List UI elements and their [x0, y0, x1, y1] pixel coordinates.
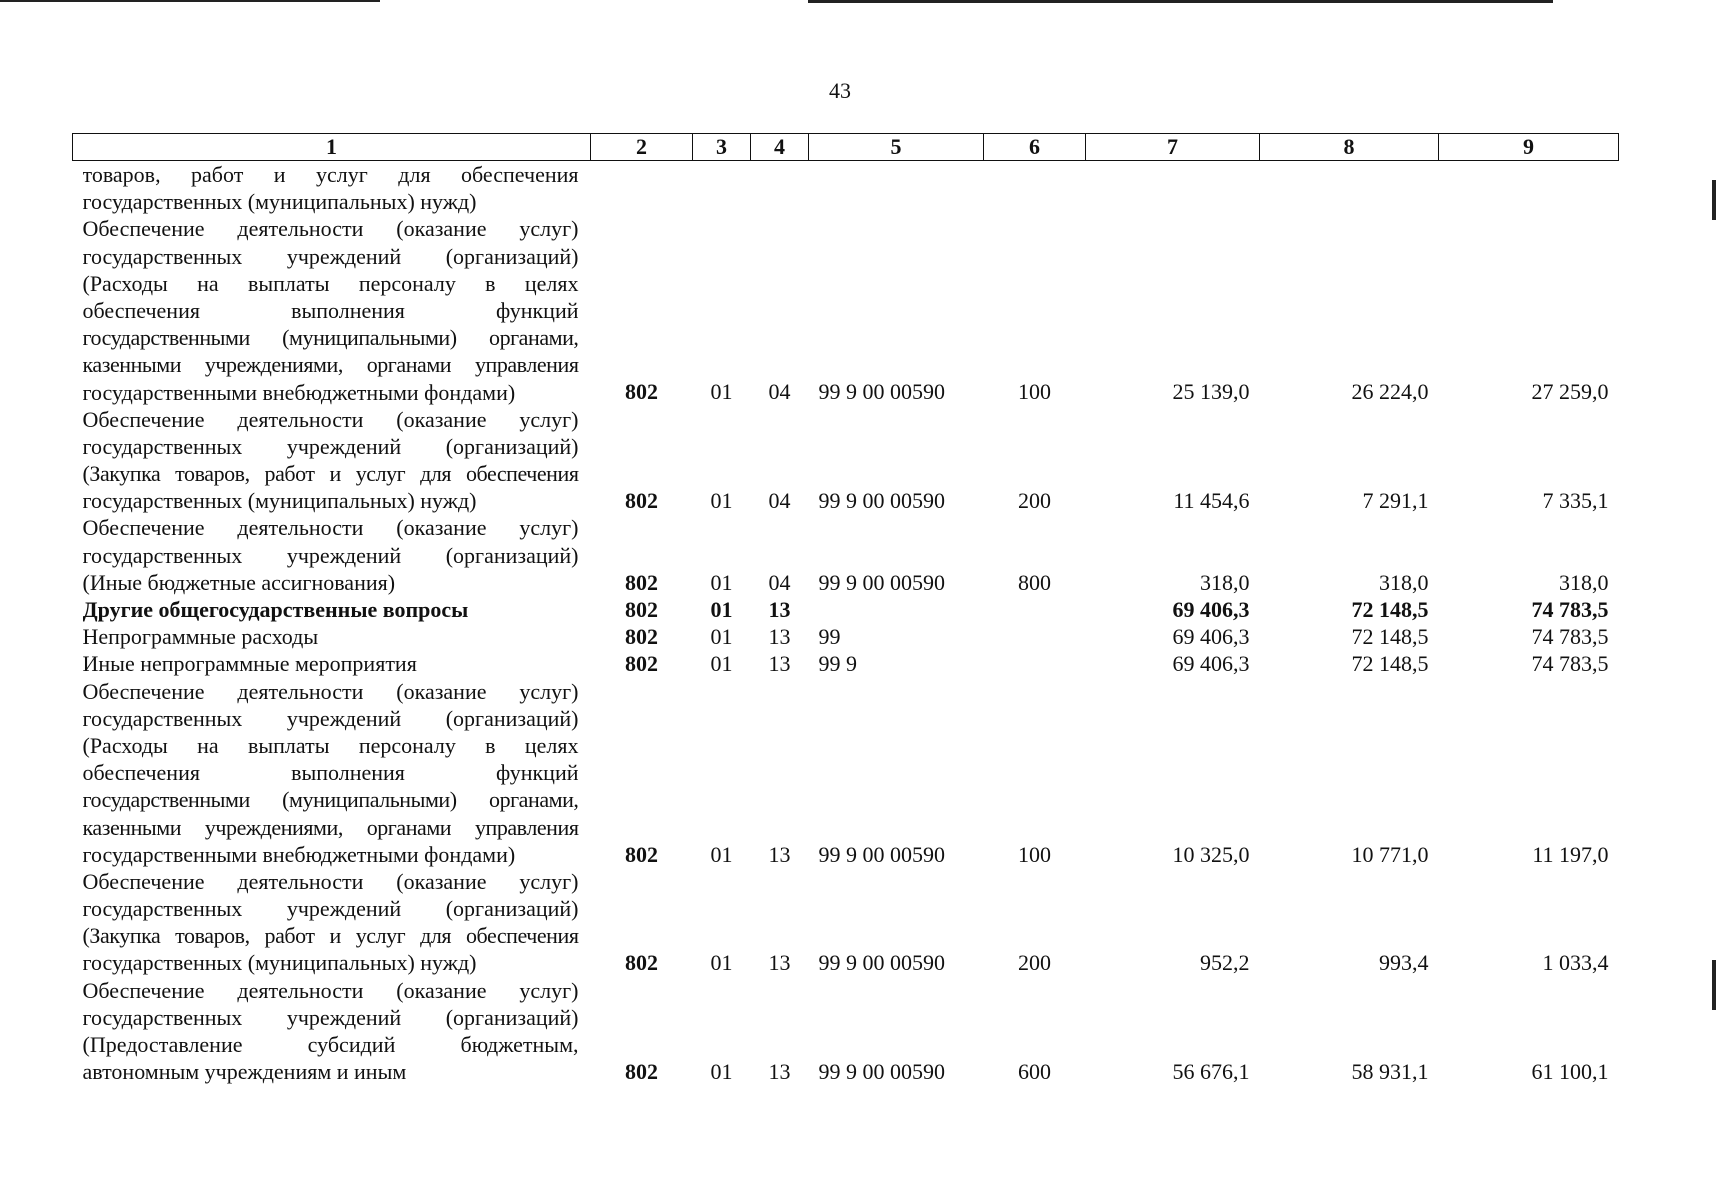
- subsection-code: 04: [768, 569, 791, 595]
- amount-column-8: 72 148,5: [1351, 597, 1429, 622]
- description-line: государственными внебюджетными фондами): [82, 841, 516, 867]
- description-line: Обеспечение деятельности (оказание услуг): [82, 678, 579, 704]
- description-line: (Предоставление субсидий бюджетным,: [82, 1032, 579, 1058]
- amount-column-7: 11 454,6: [1173, 488, 1250, 514]
- subsection-code: 13: [768, 950, 791, 976]
- table-row: [73, 623, 1619, 650]
- amount-column-9: 7 335,1: [1542, 488, 1609, 514]
- table-row: [73, 977, 1619, 1086]
- amount-column-7: 952,2: [1200, 950, 1250, 976]
- section-code: 01: [710, 950, 733, 976]
- section-code: [693, 161, 751, 216]
- description-line: государственных (муниципальных) нужд): [82, 488, 477, 514]
- table-header: [73, 134, 1619, 161]
- amount-column-9: 11 197,0: [1532, 841, 1609, 867]
- section-code: 01: [710, 379, 733, 405]
- amount-column-9: 74 783,5: [1531, 597, 1609, 622]
- amount-column-9: 74 783,5: [1531, 651, 1609, 677]
- row-description: [73, 596, 591, 623]
- department-code: 802: [625, 950, 658, 976]
- amount-column-7: [1086, 161, 1260, 216]
- amount-column-7: 69 406,3: [1172, 624, 1250, 650]
- subsection-code: 13: [768, 624, 791, 650]
- column-header-5: 5: [809, 134, 984, 161]
- department-code: 802: [625, 841, 658, 867]
- table-row: [73, 514, 1619, 596]
- amount-column-7: 69 406,3: [1172, 651, 1250, 677]
- amount-column-8: 58 931,1: [1351, 1059, 1429, 1085]
- section-code: 01: [710, 1059, 733, 1085]
- target-article-code: 99 9 00 00590: [818, 950, 945, 976]
- description-line: государственных учреждений (организаций): [82, 1004, 579, 1030]
- table-row: [73, 650, 1619, 677]
- description-line: автономным учреждениям и иным: [82, 1059, 407, 1085]
- description-line: Непрограммные расходы: [82, 624, 319, 650]
- description-line: государственных (муниципальных) нужд): [82, 950, 477, 976]
- amount-column-7: 69 406,3: [1172, 597, 1250, 622]
- header-row: [73, 134, 1619, 161]
- column-header-7: 7: [1086, 134, 1260, 161]
- column-header-1: 1: [73, 134, 591, 161]
- expense-type-code: 200: [1018, 950, 1051, 976]
- description-line: (Иные бюджетные ассигнования): [82, 569, 396, 595]
- department-code: [591, 161, 693, 216]
- row-description: [73, 868, 591, 977]
- column-header-6: 6: [984, 134, 1086, 161]
- table-row: [73, 596, 1619, 623]
- expense-type-code: 600: [1018, 1059, 1051, 1085]
- table-row: [73, 215, 1619, 405]
- table-row: [73, 868, 1619, 977]
- description-line: государственных учреждений (организаций): [82, 896, 579, 922]
- row-description: [73, 161, 591, 216]
- target-article-code: [809, 161, 984, 216]
- department-code: 802: [625, 651, 658, 677]
- description-line: (Расходы на выплаты персоналу в целях: [82, 732, 579, 758]
- amount-column-8: 993,4: [1379, 950, 1429, 976]
- description-line: государственными (муниципальными) органами,: [82, 787, 579, 813]
- subsection-code: 04: [768, 488, 791, 514]
- amount-column-8: 72 148,5: [1351, 624, 1429, 650]
- subsection-code: [751, 161, 809, 216]
- row-description: [73, 406, 591, 515]
- column-header-8: 8: [1260, 134, 1439, 161]
- amount-column-9: 27 259,0: [1531, 379, 1609, 405]
- row-description: [73, 678, 591, 868]
- subsection-code: 13: [768, 651, 791, 677]
- section-code: 01: [710, 597, 733, 622]
- description-line: государственных (муниципальных) нужд): [82, 189, 477, 215]
- column-header-2: 2: [591, 134, 693, 161]
- description-line: казенными учреждениями, органами управления: [82, 352, 579, 378]
- department-code: 802: [625, 624, 658, 650]
- description-line: Обеспечение деятельности (оказание услуг): [82, 868, 579, 894]
- expense-type-code: 100: [1018, 841, 1051, 867]
- section-code: 01: [710, 841, 733, 867]
- description-line: (Закупка товаров, работ и услуг для обеспечения: [82, 923, 579, 949]
- amount-column-8: 318,0: [1379, 569, 1429, 595]
- amount-column-8: 10 771,0: [1351, 841, 1429, 867]
- department-code: 802: [625, 488, 658, 514]
- amount-column-8: [1260, 161, 1439, 216]
- amount-column-8: 7 291,1: [1362, 488, 1429, 514]
- row-description: [73, 977, 591, 1086]
- description-line: Обеспечение деятельности (оказание услуг): [82, 216, 579, 242]
- table-body: [73, 161, 1619, 1086]
- description-line: государственных учреждений (организаций): [82, 243, 579, 269]
- expense-type-code: [984, 650, 1086, 677]
- amount-column-9: [1439, 161, 1619, 216]
- section-code: 01: [710, 488, 733, 514]
- amount-column-7: 56 676,1: [1172, 1059, 1250, 1085]
- expense-type-code: [984, 596, 1086, 623]
- target-article-code: 99 9 00 00590: [818, 1059, 945, 1085]
- description-line: Другие общегосударственные вопросы: [82, 597, 469, 623]
- subsection-code: 13: [768, 1059, 791, 1085]
- scan-edge-mark: [1712, 180, 1716, 220]
- amount-column-9: 318,0: [1559, 569, 1609, 595]
- table-row: [73, 161, 1619, 216]
- column-header-9: 9: [1439, 134, 1619, 161]
- table-row: [73, 678, 1619, 868]
- amount-column-9: 1 033,4: [1542, 950, 1609, 976]
- department-code: 802: [625, 569, 658, 595]
- scan-edge-line-left: [0, 0, 380, 2]
- row-description: [73, 650, 591, 677]
- column-header-3: 3: [693, 134, 751, 161]
- expense-type-code: 100: [1018, 379, 1051, 405]
- section-code: 01: [710, 624, 733, 650]
- column-header-4: 4: [751, 134, 809, 161]
- row-description: [73, 623, 591, 650]
- description-line: (Закупка товаров, работ и услуг для обеспечения: [82, 461, 579, 487]
- amount-column-7: 25 139,0: [1172, 379, 1250, 405]
- amount-column-8: 26 224,0: [1351, 379, 1429, 405]
- row-description: [73, 215, 591, 405]
- target-article-code: 99 9 00 00590: [818, 488, 945, 514]
- description-line: Обеспечение деятельности (оказание услуг): [82, 515, 579, 541]
- description-line: государственными внебюджетными фондами): [82, 379, 516, 405]
- page-number: 43: [829, 78, 851, 103]
- amount-column-9: 61 100,1: [1531, 1059, 1609, 1085]
- description-line: (Расходы на выплаты персоналу в целях: [82, 270, 579, 296]
- department-code: 802: [625, 597, 658, 622]
- description-line: Обеспечение деятельности (оказание услуг): [82, 406, 579, 432]
- expense-type-code: 200: [1018, 488, 1051, 514]
- target-article-code: 99 9 00 00590: [818, 379, 945, 405]
- subsection-code: 13: [768, 597, 791, 622]
- amount-column-7: 10 325,0: [1172, 841, 1250, 867]
- budget-table: [72, 133, 1619, 1085]
- description-line: казенными учреждениями, органами управления: [82, 814, 579, 840]
- description-line: государственных учреждений (организаций): [82, 433, 579, 459]
- target-article-code: 99 9 00 00590: [818, 841, 945, 867]
- description-line: государственных учреждений (организаций): [82, 542, 579, 568]
- subsection-code: 04: [768, 379, 791, 405]
- target-article-code: 99 9 00 00590: [818, 569, 945, 595]
- row-description: [73, 514, 591, 596]
- target-article-code: [809, 596, 984, 623]
- expense-type-code: [984, 161, 1086, 216]
- amount-column-8: 72 148,5: [1351, 651, 1429, 677]
- description-line: государственных учреждений (организаций): [82, 705, 579, 731]
- expense-type-code: [984, 623, 1086, 650]
- amount-column-7: 318,0: [1200, 569, 1250, 595]
- department-code: 802: [625, 1059, 658, 1085]
- target-article-code: 99: [818, 624, 841, 650]
- scan-edge-mark: [1712, 960, 1716, 1010]
- description-line: обеспечения выполнения функций: [82, 760, 579, 786]
- subsection-code: 13: [768, 841, 791, 867]
- department-code: 802: [625, 379, 658, 405]
- description-line: Иные непрограммные мероприятия: [82, 651, 417, 677]
- description-line: государственными (муниципальными) органами,: [82, 325, 579, 351]
- description-line: Обеспечение деятельности (оказание услуг): [82, 977, 579, 1003]
- description-line: обеспечения выполнения функций: [82, 297, 579, 323]
- expense-type-code: 800: [1018, 569, 1051, 595]
- scan-edge-line-right: [808, 0, 1553, 3]
- amount-column-9: 74 783,5: [1531, 624, 1609, 650]
- section-code: 01: [710, 651, 733, 677]
- table-row: [73, 406, 1619, 515]
- description-line: товаров, работ и услуг для обеспечения: [82, 162, 579, 187]
- section-code: 01: [710, 569, 733, 595]
- target-article-code: 99 9: [818, 651, 857, 677]
